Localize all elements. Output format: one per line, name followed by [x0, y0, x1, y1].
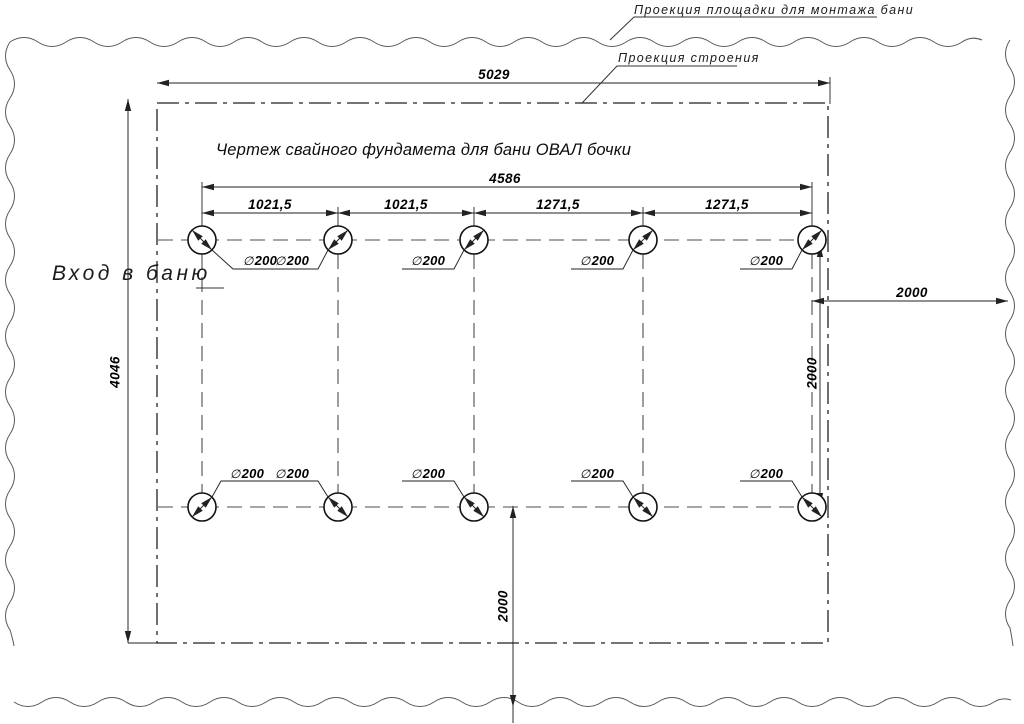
dim-pile-spacing-2: 1021,5	[384, 197, 428, 212]
dimension-lines	[128, 83, 1008, 707]
dim-pile-spacing-1: 1021,5	[248, 197, 292, 212]
pile-label-leaders	[212, 250, 802, 497]
diameter-symbol: ∅	[748, 254, 760, 268]
dim-pile-span: 4586	[489, 171, 521, 186]
diameter-symbol: ∅	[229, 467, 241, 481]
extension-lines	[128, 77, 830, 643]
pile-diameter-label	[749, 466, 783, 481]
building-callout-label: Проекция строения	[618, 51, 760, 65]
platform-callout-leader	[610, 17, 877, 40]
diameter-value: 200	[591, 466, 615, 481]
diameter-symbol: ∅	[748, 467, 760, 481]
diameter-symbol: ∅	[410, 467, 422, 481]
drawing-title: Чертеж свайного фундамета для бани ОВАЛ бочки	[216, 141, 632, 159]
wavy-border-bottom	[14, 698, 1011, 707]
diameter-symbol: ∅	[410, 254, 422, 268]
dim-offset-right: 2000	[896, 285, 928, 300]
dim-pile-spacing-3: 1271,5	[536, 197, 580, 212]
diameter-symbol: ∅	[274, 254, 286, 268]
pile-diameter-label	[411, 466, 445, 481]
diameter-value: 200	[286, 466, 310, 481]
pile-diameter-label	[243, 253, 277, 268]
pile-diameter-label	[275, 466, 309, 481]
pile-diameter-label	[275, 253, 309, 268]
pile-diameter-label	[580, 466, 614, 481]
wavy-border-right	[1006, 40, 1015, 646]
diameter-symbol: ∅	[579, 467, 591, 481]
wavy-border-top	[10, 38, 982, 47]
pile-diameter-label	[580, 253, 614, 268]
pile-diameter-label	[230, 466, 264, 481]
diameter-value: 200	[760, 253, 784, 268]
diameter-value: 200	[241, 466, 265, 481]
diameter-value: 200	[591, 253, 615, 268]
platform-callout-label: Проекция площадки для монтажа бани	[634, 3, 915, 17]
diameter-symbol: ∅	[242, 254, 254, 268]
dim-site-width: 5029	[478, 67, 510, 82]
diameter-value: 200	[422, 466, 446, 481]
entrance-label: Вход в баню	[52, 262, 211, 285]
dim-row-spacing: 2000	[804, 357, 820, 389]
diameter-value: 200	[760, 466, 784, 481]
diameter-symbol: ∅	[274, 467, 286, 481]
diameter-value: 200	[254, 253, 278, 268]
pile-diameter-label	[411, 253, 445, 268]
wavy-border-left	[6, 42, 15, 646]
dim-offset-bottom: 2000	[495, 590, 511, 622]
dim-pile-spacing-4: 1271,5	[705, 197, 749, 212]
building-callout-leader	[582, 66, 737, 103]
dim-site-height: 4046	[107, 356, 123, 388]
diameter-symbol: ∅	[579, 254, 591, 268]
diameter-value: 200	[422, 253, 446, 268]
pile-diameter-label	[749, 253, 783, 268]
diameter-value: 200	[286, 253, 310, 268]
